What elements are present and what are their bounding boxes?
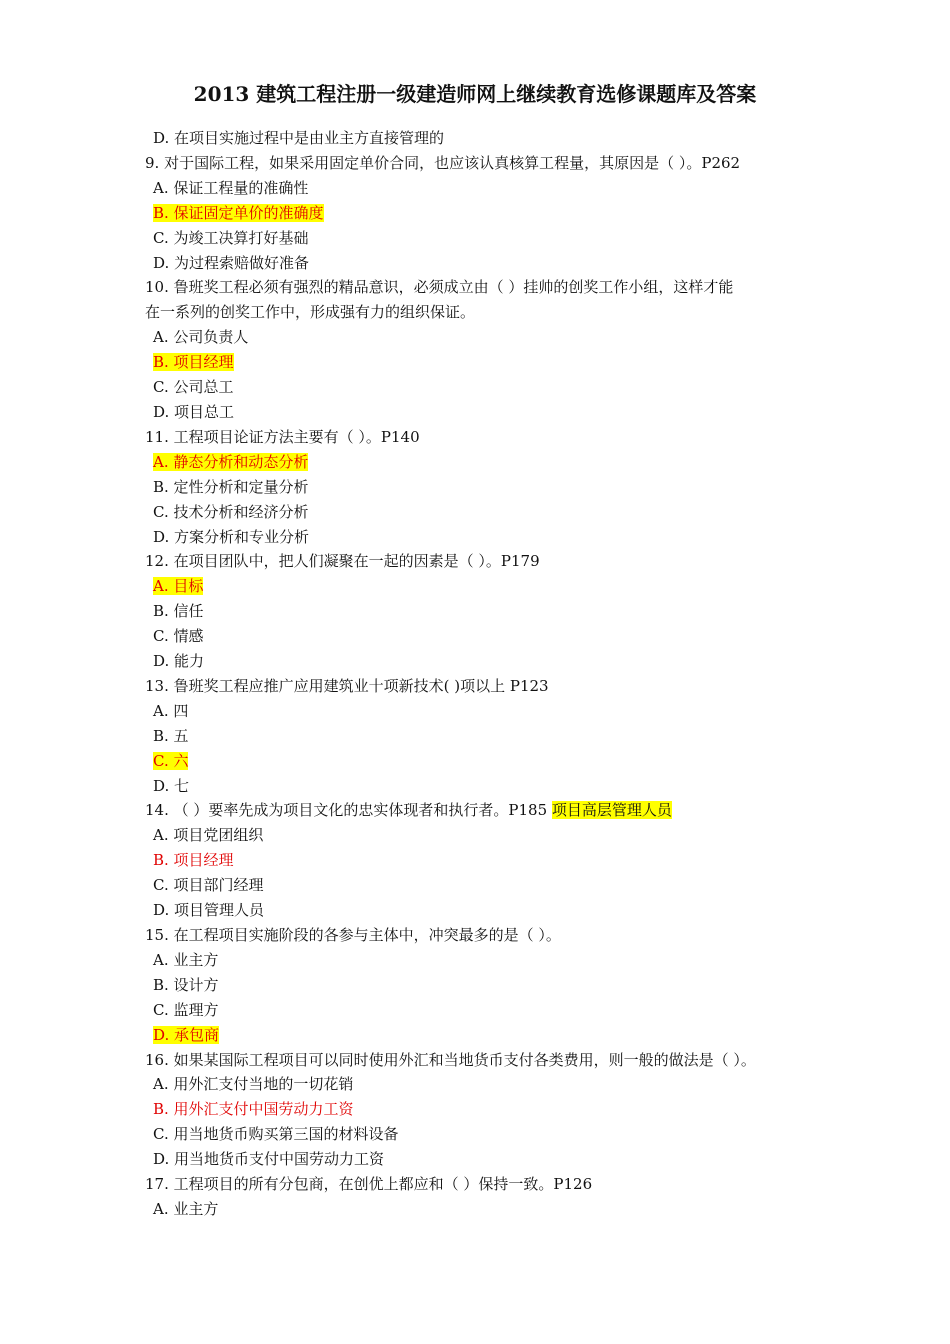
q10-option-b-answer: B. 项目经理 xyxy=(153,353,234,372)
q11-question: 11. 工程项目论证方法主要有（ ）。P140 xyxy=(145,427,420,446)
q17-option-a: A. 业主方 xyxy=(153,1199,219,1218)
q14-option-a: A. 项目党团组织 xyxy=(153,826,264,845)
q8-option-d: D. 在项目实施过程中是由业主方直接管理的 xyxy=(153,129,445,147)
q10-option-d: D. 项目总工 xyxy=(153,402,235,421)
q12-option-b: B. 信任 xyxy=(153,602,204,621)
q15-option-b: B. 设计方 xyxy=(153,975,219,994)
q11-option-a-answer: A. 静态分析和动态分析 xyxy=(153,452,309,471)
q11-option-c: C. 技术分析和经济分析 xyxy=(153,502,309,521)
q9-option-b-answer: B. 保证固定单价的准确度 xyxy=(153,203,324,222)
q13-question: 13. 鲁班奖工程应推广应用建筑业十项新技术( )项以上 P123 xyxy=(145,676,549,695)
q10-option-c: C. 公司总工 xyxy=(153,378,234,397)
q15-option-c: C. 监理方 xyxy=(153,1000,219,1019)
q13-option-d: D. 七 xyxy=(153,776,190,795)
q14-option-c: C. 项目部门经理 xyxy=(153,876,264,895)
q14-option-b-marked: B. 项目经理 xyxy=(153,851,234,870)
q17-question: 17. 工程项目的所有分包商，在创优上都应和（ ）保持一致。P126 xyxy=(145,1175,593,1194)
q9-option-a: A. 保证工程量的准确性 xyxy=(153,178,309,197)
question-list xyxy=(145,126,815,1222)
q11-option-b: B. 定性分析和定量分析 xyxy=(153,477,309,496)
q16-option-d: D. 用当地货币支付中国劳动力工资 xyxy=(153,1150,385,1169)
q10-question-line2: 在一系列的创奖工作中，形成强有力的组织保证。 xyxy=(145,303,476,322)
q16-option-a: A. 用外汇支付当地的一切花销 xyxy=(153,1075,354,1094)
q14-question: 14. （ ）要率先成为项目文化的忠实体现者和执行者。P185 xyxy=(145,801,552,820)
q14-question-row xyxy=(145,798,815,823)
q12-option-a-answer: A. 目标 xyxy=(153,577,204,596)
q9-option-c: C. 为竣工决算打好基础 xyxy=(153,228,309,247)
q15-option-d-answer: D. 承包商 xyxy=(153,1025,220,1044)
q14-option-d: D. 项目管理人员 xyxy=(153,901,265,920)
q14-answer-note: 项目高层管理人员 xyxy=(551,801,672,820)
q13-option-a: A. 四 xyxy=(153,701,189,720)
q16-question: 16. 如果某国际工程项目可以同时使用外汇和当地货币支付各类费用，则一般的做法是（ ）。 xyxy=(145,1050,756,1069)
q13-option-b: B. 五 xyxy=(153,726,189,745)
q10-question-line1: 10. 鲁班奖工程必须有强烈的精品意识，必须成立由（ ）挂帅的创奖工作小组，这样才能 xyxy=(145,278,734,297)
q12-option-c: C. 情感 xyxy=(153,627,204,646)
q9-option-d: D. 为过程索赔做好准备 xyxy=(153,253,310,272)
q15-option-a: A. 业主方 xyxy=(153,950,219,969)
q15-question: 15. 在工程项目实施阶段的各参与主体中，冲突最多的是（ ）。 xyxy=(145,926,561,944)
q9-question: 9. 对于国际工程，如果采用固定单价合同，也应该认真核算工程量，其原因是（ ）。P262 xyxy=(145,153,741,172)
q10-option-a: A. 公司负责人 xyxy=(153,328,249,347)
page-title: 2013 建筑工程注册一级建造师网上继续教育选修课题库及答案 xyxy=(193,82,757,106)
q12-question: 12. 在项目团队中，把人们凝聚在一起的因素是（ ）。P179 xyxy=(145,552,540,571)
q11-option-d: D. 方案分析和专业分析 xyxy=(153,527,310,546)
q16-option-b-answer: B. 用外汇支付中国劳动力工资 xyxy=(153,1100,354,1119)
q16-option-c: C. 用当地货币购买第三国的材料设备 xyxy=(153,1125,399,1144)
q12-option-d: D. 能力 xyxy=(153,652,205,671)
q13-option-c-answer: C. 六 xyxy=(153,751,189,770)
